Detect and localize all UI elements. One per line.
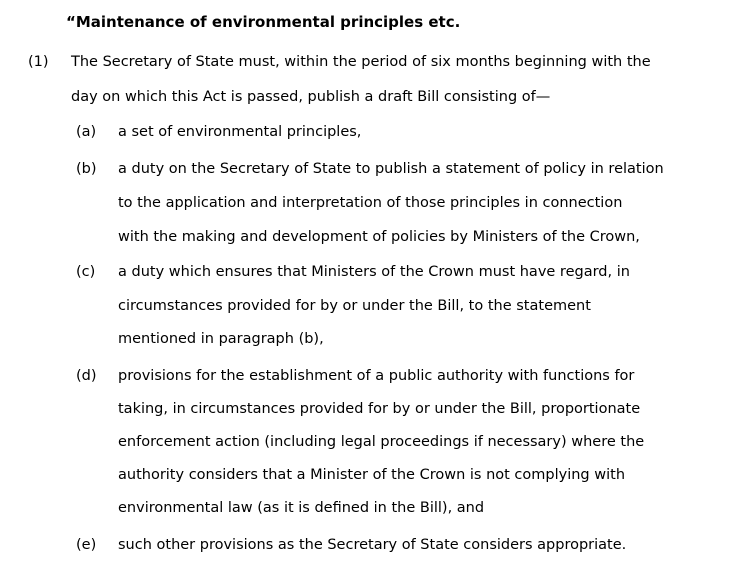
section-heading: “Maintenance of environmental principles etc. (66, 13, 461, 31)
item-label-a: (a) (76, 124, 97, 140)
item-text-line: a duty which ensures that Ministers of the Crown must have regard, in (118, 264, 630, 280)
item-text-line: circumstances provided for by or under the Bill, to the statement (118, 298, 591, 314)
item-label-b: (b) (76, 161, 97, 177)
clause-number: (1) (28, 54, 49, 70)
item-text-line: taking, in circumstances provided for by or under the Bill, proportionate (118, 401, 641, 417)
item-label-c: (c) (76, 264, 96, 280)
item-text-line: mentioned in paragraph (b), (118, 331, 324, 347)
clause-text-line: The Secretary of State must, within the period of six months beginning with the (71, 54, 651, 70)
item-text-line: environmental law (as it is defined in the Bill), and (118, 500, 485, 516)
item-text-line: such other provisions as the Secretary of State considers appropriate. (118, 537, 627, 553)
item-label-e: (e) (76, 537, 97, 553)
item-text-line: enforcement action (including legal proceedings if necessary) where the (118, 434, 645, 450)
item-text-line: authority considers that a Minister of the Crown is not complying with (118, 467, 626, 483)
item-label-d: (d) (76, 368, 97, 384)
item-text-line: a duty on the Secretary of State to publish a statement of policy in relation (118, 161, 664, 177)
item-text-line: to the application and interpretation of those principles in connection (118, 195, 623, 211)
item-text-line: provisions for the establishment of a public authority with functions for (118, 368, 635, 384)
clause-text-line: day on which this Act is passed, publish a draft Bill consisting of— (71, 89, 551, 105)
item-text-line: with the making and development of policies by Ministers of the Crown, (118, 229, 640, 245)
item-text-line: a set of environmental principles, (118, 124, 362, 140)
